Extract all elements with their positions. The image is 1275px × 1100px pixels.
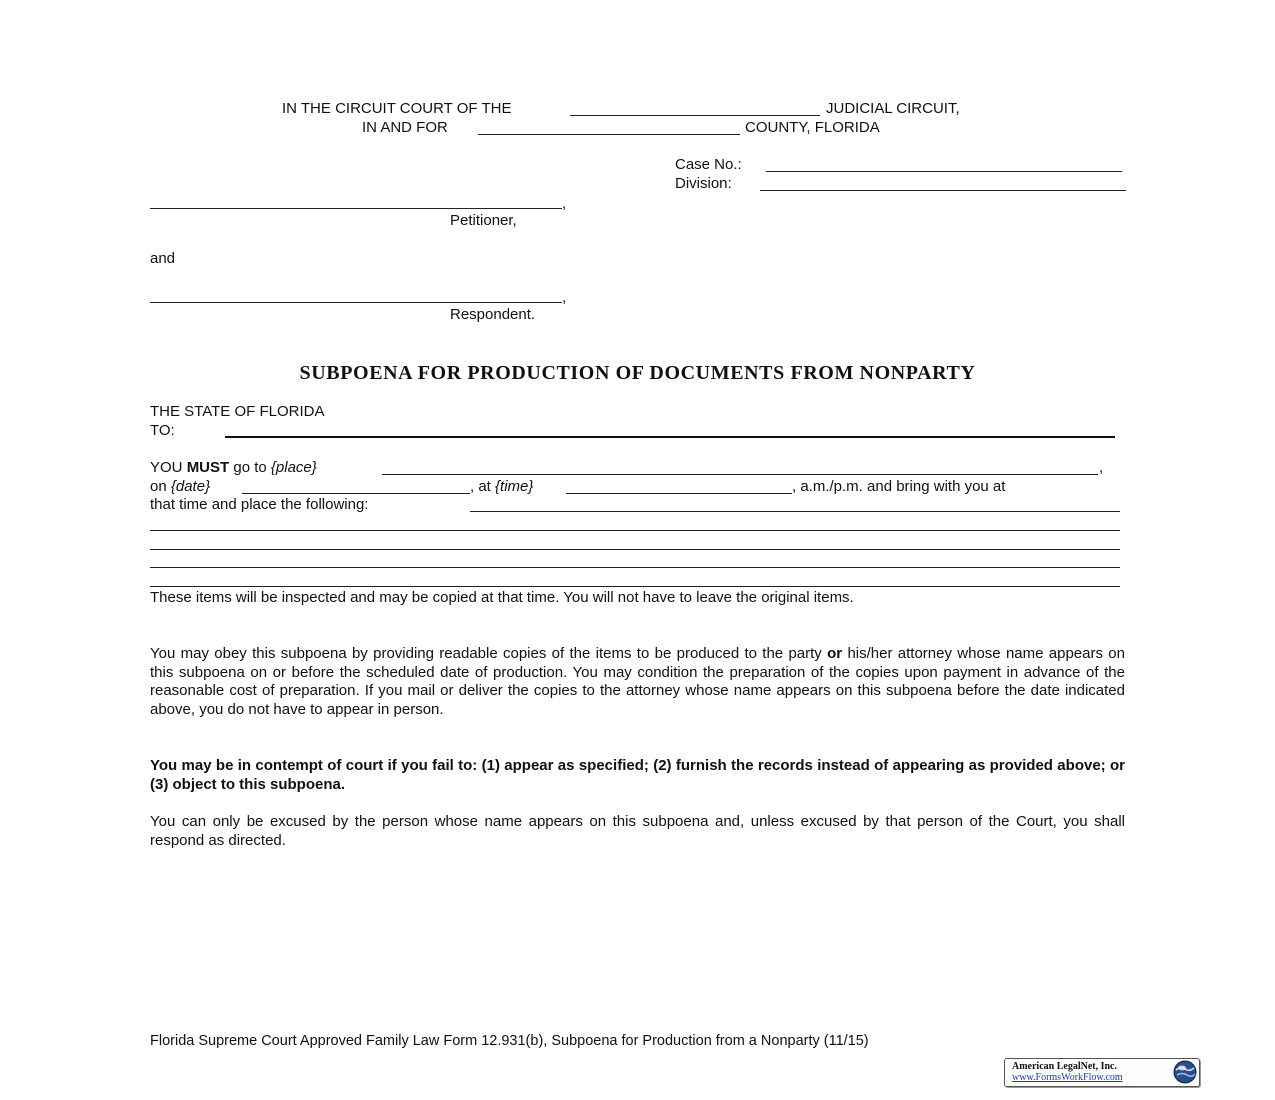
respondent-label: Respondent.	[450, 306, 536, 323]
case-no-blank[interactable]	[766, 171, 1122, 172]
division-blank[interactable]	[760, 190, 1126, 191]
time-blank[interactable]	[566, 493, 792, 494]
contempt-paragraph: You may be in contempt of court if you fail to: (1) appear as specified; (2) furnish the records instead of appearing as provided above; or (3) object to this subpoena.	[150, 757, 1125, 793]
petitioner-name-blank[interactable]	[150, 208, 562, 209]
time-label: {time}	[495, 478, 534, 495]
place-label: {place}	[270, 459, 317, 476]
items-blank-line1[interactable]	[470, 511, 1120, 512]
logo-company-name: American LegalNet, Inc.	[1012, 1061, 1117, 1072]
obey-or: or	[827, 645, 843, 662]
at-label: , at	[470, 478, 491, 495]
date-blank[interactable]	[242, 493, 470, 494]
following-label: that time and place the following:	[150, 496, 369, 513]
command-line1	[150, 458, 317, 477]
petitioner-comma: ,	[562, 195, 567, 212]
on-date-prefix	[150, 477, 210, 496]
must-label: MUST	[186, 459, 230, 476]
inspected-paragraph: These items will be inspected and may be copied at that time. You will not have to leave the original items.	[150, 589, 854, 606]
court-header-line1-suffix: JUDICIAL CIRCUIT,	[826, 100, 960, 117]
obey-paragraph	[150, 645, 1125, 719]
americanlegalnet-logo[interactable]	[1004, 1058, 1200, 1087]
excused-paragraph: You can only be excused by the person whose name appears on this subpoena and, unless excused by that person of the Court, you shall respond as directed.	[150, 813, 1125, 849]
obey-text-part2: his/her attorney whose name appears on this subpoena on or before the scheduled date of production. You may condition the preparation of the copies upon payment in advance of the reasonable cost of preparation. If you mail or deliver the copies to the attorney whose name appears on this subpoena before the date indicated above, you do not have to appear in person.	[150, 645, 1125, 718]
form-footer-note: Florida Supreme Court Approved Family Law Form 12.931(b), Subpoena for Production from a Nonparty (11/15)	[150, 1033, 869, 1049]
place-blank[interactable]	[382, 474, 1098, 475]
on-label: on	[150, 478, 167, 495]
items-blank-line3[interactable]	[150, 549, 1120, 550]
items-blank-line4[interactable]	[150, 567, 1120, 568]
and-label: and	[150, 250, 176, 267]
respondent-name-blank[interactable]	[150, 302, 562, 303]
obey-text-part1: You may obey this subpoena by providing readable copies of the items to be produced to the party	[150, 645, 822, 662]
state-of-florida-label: THE STATE OF FLORIDA	[150, 403, 325, 420]
document-title: SUBPOENA FOR PRODUCTION OF DOCUMENTS FROM NONPARTY	[299, 362, 976, 384]
petitioner-label: Petitioner,	[450, 212, 517, 229]
case-no-label: Case No.:	[675, 156, 742, 173]
to-label: TO:	[150, 422, 175, 439]
to-recipient-blank[interactable]	[225, 436, 1115, 438]
at-time-prefix	[470, 477, 533, 496]
items-blank-line5[interactable]	[150, 586, 1120, 587]
you-label: YOU	[150, 459, 183, 476]
respondent-comma: ,	[562, 289, 567, 306]
county-blank[interactable]	[478, 134, 740, 135]
court-header-line2-suffix: COUNTY, FLORIDA	[745, 119, 880, 136]
logo-url-link[interactable]: www.FormsWorkFlow.com	[1012, 1072, 1123, 1083]
division-label: Division:	[675, 175, 732, 192]
ampm-label: , a.m./p.m. and bring with you at	[792, 478, 1006, 495]
court-header-line2-prefix: IN AND FOR	[362, 119, 448, 136]
globe-icon	[1173, 1060, 1197, 1084]
items-blank-line2[interactable]	[150, 530, 1120, 531]
place-comma: ,	[1099, 459, 1104, 476]
court-header-line1-prefix: IN THE CIRCUIT COURT OF THE	[282, 100, 512, 117]
judicial-circuit-blank[interactable]	[570, 115, 820, 116]
date-label: {date}	[170, 478, 211, 495]
go-to-label: go to	[233, 459, 267, 476]
